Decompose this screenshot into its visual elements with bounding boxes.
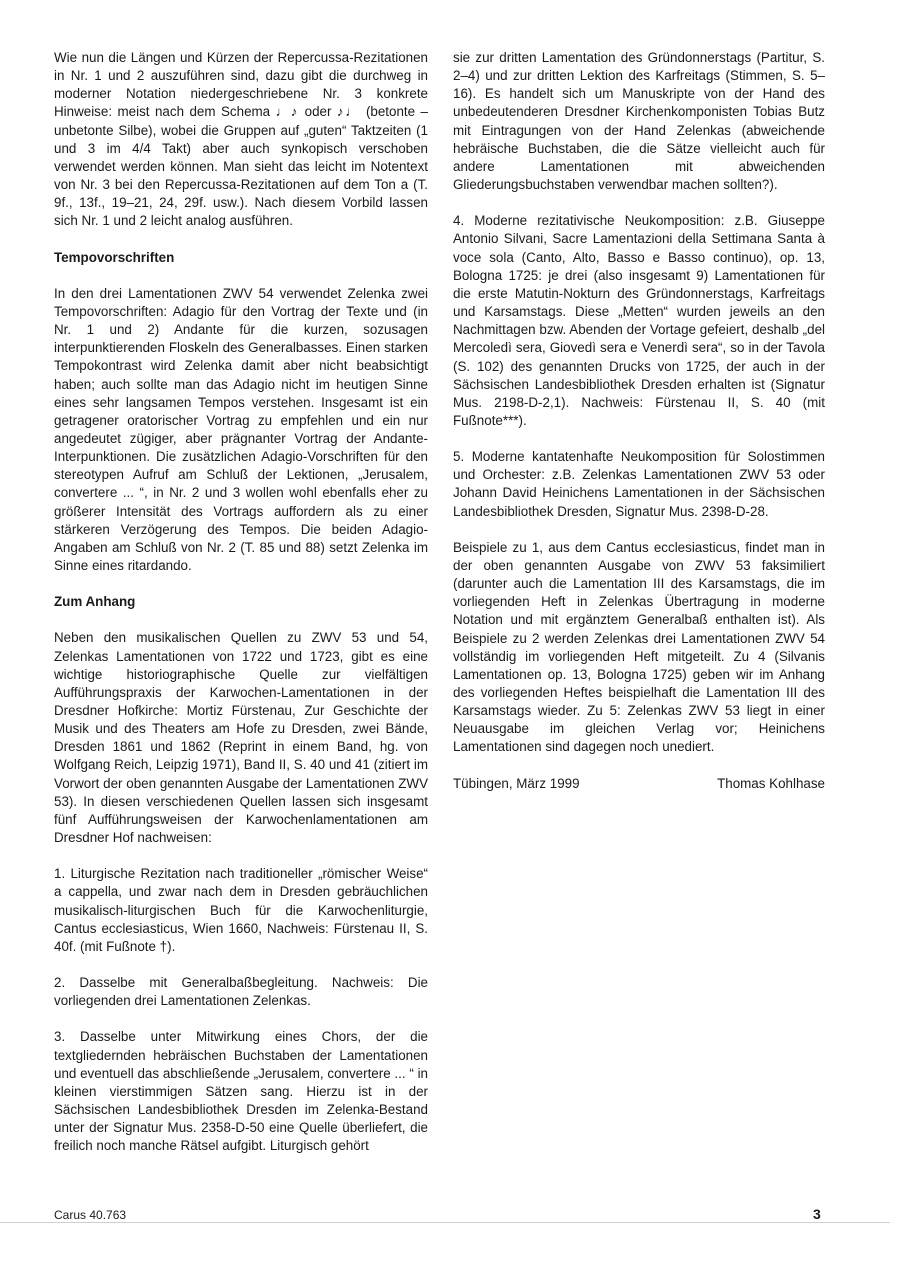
place-date: Tübingen, März 1999 [453,775,580,791]
signoff [453,775,825,793]
left-text-column [54,49,428,1173]
paragraph-item-4: 4. Moderne rezitativische Neukomposition: z.B. Giuseppe Antonio Silvani, Sacre Lamentazioni della Settimana Santa à voce sola (Canto, Alto, Basso e Basso continuo), op. 13, Bologna 1725: je drei (also insgesamt 9) Lamentationen für die erste Matutin-Nokturn des Gründonnerstags, Karfreitags und Karsamstags. Diese „Metten“ wurden jeweils an den Nachmittagen bzw. Abenden der Vortage gefeiert, deshalb „del Mercoledì sera, Giovedì sera e Venerdì sera“, so in der Tavola (S. 102) des genannten Drucks von 1725, der auch in der Sächsischen Landesbibliothek Dresden erhalten ist (Signatur Mus. 2198-D-2,1). Nachweis: Fürstenau II, S. 40 (mit Fußnote***). [453,213,825,428]
heading-tempovorschriften: Tempovorschriften [54,249,175,265]
paragraph-examples: Beispiele zu 1, aus dem Cantus ecclesiasticus, findet man in der oben genannten Ausgabe von ZWV 53 faksimiliert (darunter auch die Lamentation III des Karsamstags, die im vorliegenden Heft in Zelenkas Übertragung in moderne Notation und mit ergänztem Generalbaß enthalten ist). Als Beispiele zu 2 werden Zelenkas drei Lamentationen ZWV 54 vollständig im vorliegenden Heft mitgeteilt. Zu 4 (Silvanis Lamentationen op. 13, Bologna 1725) geben wir im Anhang des vorliegenden Heftes beispielhaft die Lamentation III des Karsamstags wieder. Zu 5: Zelenkas ZWV 53 liegt in einer Neuausgabe im gleichen Verlag vor; Heinichens Lamentationen sind dagegen noch unediert. [453,539,825,755]
footer-catalog-number: Carus 40.763 [54,1208,127,1222]
paragraph-item-5: 5. Moderne kantatenhafte Neukomposition für Solostimmen und Orchester: z.B. Zelenkas Lamentationen ZWV 53 oder Johann David Heinichens Lamentationen in der Sächsischen Landesbibliothek Dresden, Signatur Mus. 2398-D-28. [453,449,825,519]
paragraph-anhang-intro: Neben den musikalischen Quellen zu ZWV 53 und 54, Zelenkas Lamentationen von 1722 und 1723, gibt es eine wichtige historiographische Quelle zur vielfältigen Aufführungspraxis der Karwochen-Lamentationen in der Dresdner Hofkirche: Mortiz Fürstenau, Zur Geschichte der Musik und des Theaters am Hofe zu Dresden, zwei Bände, Dresden 1861 und 1862 (Reprint in einem Band, hg. von Wolfgang Reich, Leipzig 1971), Band II, S. 40 und 41 (zitiert im Vorwort der oben genannten Ausgabe der Lamentationen ZWV 53). In diesen verschiedenen Quellen lassen sich insgesamt fünf Aufführungsweisen der Karwochenlamentationen am Dresdner Hof nachweisen: [54,630,428,846]
paragraph-item-2: 2. Dasselbe mit Generalbaßbegleitung. Nachweis: Die vorliegenden drei Lamentationen Zelenkas. [54,975,428,1009]
author-name: Thomas Kohlhase [717,775,825,791]
right-text-column [453,49,825,793]
paragraph-item-1: 1. Liturgische Rezitation nach traditioneller „römischer Weise“ a cappella, und zwar nach dem in Dresden gebräuchlichen musikalisch-liturgischen Buch für die Karwochenliturgie, Cantus ecclesiasticus, Wien 1660, Nachweis: Fürstenau II, S. 40f. (mit Fußnote †). [54,866,428,954]
paragraph-tempo: In den drei Lamentationen ZWV 54 verwendet Zelenka zwei Tempovorschriften: Adagio für den Vortrag der Texte und (in Nr. 1 und 2) Andante für die kurzen, sozusagen interpunktierenden Floskeln des Generalbasses. Einen starken Tempokontrast wird Zelenka damit aber nicht beabsichtigt haben; auch sollte man das Adagio nicht im heutigen Sinne eines sehr langsamen Tempos verstehen. Insgesamt ist ein getragener oratorischer Vortrag zu empfehlen und ein nur angedeutet zügiger, aber prägnanter Vortrag der Andante-Interpunktionen. Die zusätzlichen Adagio-Vorschriften für den stereotypen Aufruf am Schluß der Lektionen, „Jerusalem, convertere ... “, in Nr. 2 und 3 wollen wohl ebenfalls eher zu größerer Intensität des Vortrags auffordern als zu einer stärkeren Verzögerung des Tempos. Die beiden Adagio-Angaben am Schluß von Nr. 2 (T. 85 und 88) setzt Zelenka im Sinne eines ritardando. [54,285,428,574]
footer-divider [0,1222,890,1223]
heading-zum-anhang: Zum Anhang [54,594,136,610]
page-number: 3 [813,1206,821,1222]
paragraph-item-3-continued: sie zur dritten Lamentation des Gründonnerstags (Partitur, S. 2–4) und zur dritten Lektion des Karfreitags (Stimmen, S. 5–16). Es handelt sich um Manuskripte von der Hand des unbedeutenderen Dresdner Kirchenkomponisten Tobias Butz mit Eintragungen von der Hand Zelenkas (abweichende hebräische Buchstaben, die die Sätze vielleicht auch für andere Lamentationen mit abweichenden Gliederungsbuchstaben verwendbar machen sollten?). [453,50,825,193]
paragraph-repercussa: Wie nun die Längen und Kürzen der Repercussa-Rezitationen in Nr. 1 und 2 auszuführen sind, dazu gibt die durchweg in moderner Notation niedergeschriebene Nr. 3 konkrete Hinweise: meist nach dem Schema ♩♪ oder ♪♩ (betonte – unbetonte Silbe), wobei die Gruppen auf „guten“ Taktzeiten (1 und 3 im 4/4 Takt) aber auch synkopisch verschoben verwendet werden können. Man sieht das leicht im Notentext von Nr. 3 bei den Repercussa-Rezitationen auf dem Ton a (T. 9f., 13f., 19–21, 24, 29f. usw.). Nach diesem Vorbild lassen sich Nr. 1 und 2 leicht analog ausführen. [54,50,428,229]
paragraph-item-3: 3. Dasselbe unter Mitwirkung eines Chors, der die textgliedernden hebräischen Buchstaben der Lamentationen und eventuell das abschließende „Jerusalem, convertere ... “ in kleinen vierstimmigen Sätzen sang. Hierzu ist in der Sächsischen Landesbibliothek Dresden im Zelenka-Bestand unter der Signatur Mus. 2358-D-50 eine Quelle überliefert, die freilich noch manche Rätsel aufgibt. Liturgisch gehört [54,1029,428,1154]
